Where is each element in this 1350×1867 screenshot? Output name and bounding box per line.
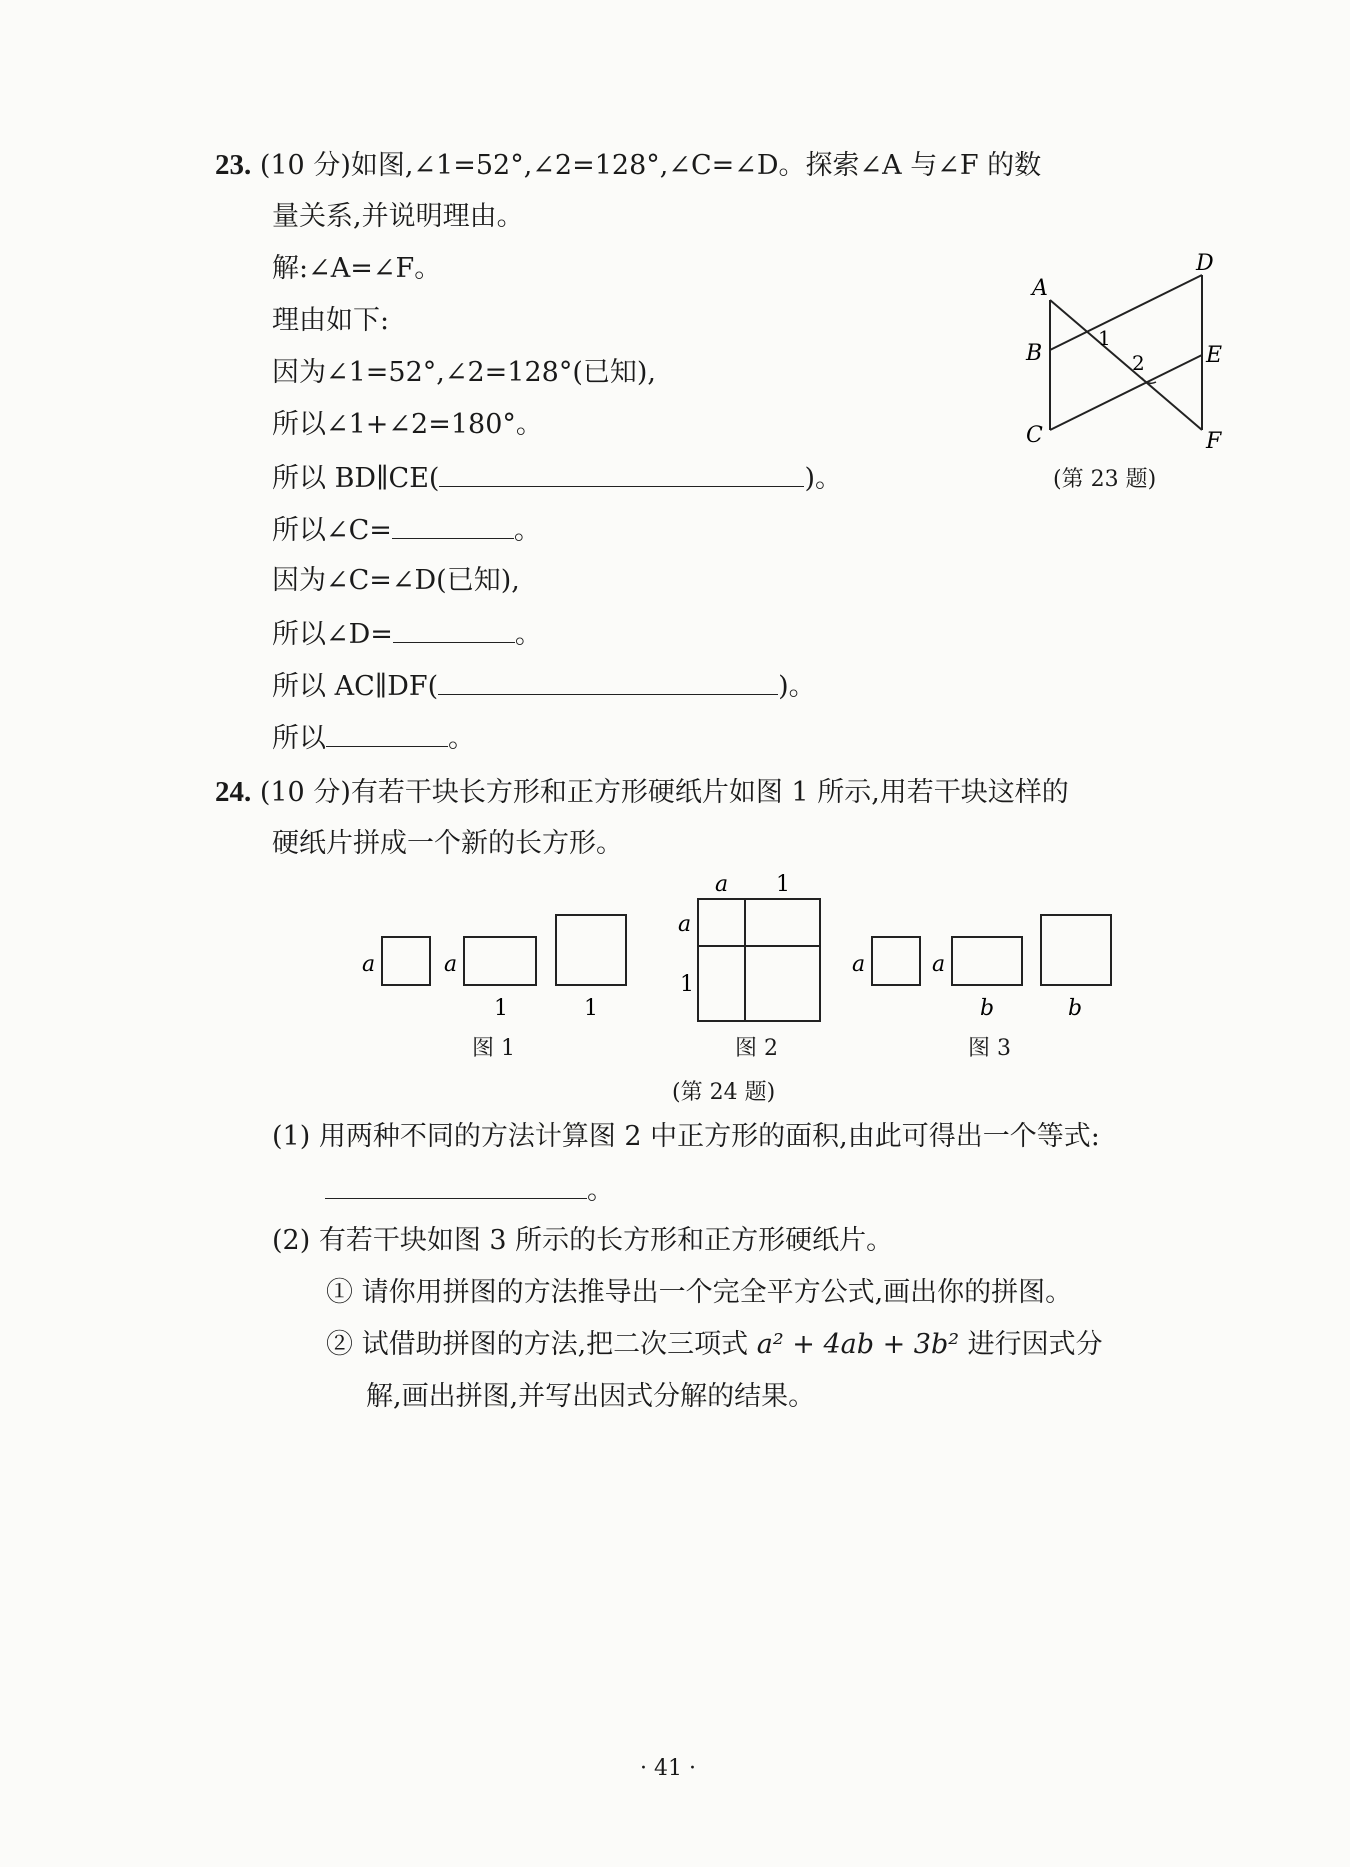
q23-figure-caption: (第 23 题) [1053, 467, 1157, 492]
q24-stem-line2: 硬纸片拼成一个新的长方形。 [272, 828, 623, 859]
fig3-square-b [1041, 915, 1111, 985]
line-af [1050, 300, 1202, 430]
page-number: · 41 · [640, 1756, 696, 1781]
fig2-top-label-1: 1 [776, 872, 790, 897]
fig3-label-b1: b [980, 996, 995, 1021]
fig3-caption: 图 3 [968, 1036, 1011, 1061]
q23-number: 23. [215, 149, 252, 181]
q23-d-suffix: 。 [514, 619, 542, 650]
q24-sub2-expression: a² + 4ab + 3b² [756, 1329, 960, 1360]
point-a: A [1032, 276, 1048, 301]
fig1-label-1a: 1 [494, 996, 508, 1021]
q23-line-known: 因为∠C=∠D(已知), [272, 565, 520, 596]
fig3-square-a [872, 937, 920, 985]
q24-fig1 [360, 915, 640, 1035]
q24-sub2-line1 [326, 1328, 1103, 1362]
q24-number: 24. [215, 776, 252, 808]
fig1-label-1b: 1 [584, 996, 598, 1021]
q24-figure-caption: (第 24 题) [672, 1080, 776, 1105]
fig1-label-a1: a [362, 952, 376, 977]
angle-1: 1 [1098, 326, 1111, 350]
q24-part1: (1) 用两种不同的方法计算图 2 中正方形的面积,由此可得出一个等式: [272, 1121, 1100, 1152]
fig2-caption: 图 2 [735, 1036, 778, 1061]
q24-sub2-prefix: ② 试借助拼图的方法,把二次三项式 [326, 1329, 757, 1360]
line-bd [1050, 275, 1202, 350]
point-d: D [1196, 251, 1214, 276]
fig3-label-b2: b [1068, 996, 1083, 1021]
q23-blank-bd-ce[interactable] [439, 460, 804, 487]
q24-part1-answer-line [325, 1172, 614, 1208]
fig2-side-label-1: 1 [680, 972, 694, 997]
fig2-side-label-a: a [678, 912, 692, 937]
q23-line-answer: 解:∠A=∠F。 [272, 253, 442, 284]
fig1-square-a [382, 937, 430, 985]
q23-final-suffix: 。 [448, 723, 475, 754]
q23-bd-ce-suffix: )。 [804, 463, 842, 494]
q23-figure [1020, 250, 1240, 470]
point-c: C [1026, 423, 1043, 448]
q24-stem-line1 [215, 775, 1069, 810]
q23-line-bd-ce [272, 460, 842, 496]
q23-line-d [272, 616, 542, 652]
q24-fig3 [848, 915, 1128, 1035]
fig3-label-a1: a [852, 952, 866, 977]
q23-line-given: 因为∠1=52°,∠2=128°(已知), [272, 357, 656, 388]
q23-line-c [272, 512, 541, 548]
fig2-top-label-a: a [715, 872, 729, 897]
fig3-label-a2: a [932, 952, 946, 977]
q24-sub1: ① 请你用拼图的方法推导出一个完全平方公式,画出你的拼图。 [326, 1277, 1073, 1308]
point-b: B [1026, 341, 1043, 366]
q23-stem1: (10 分)如图,∠1=52°,∠2=128°,∠C=∠D。探索∠A 与∠F 的数 [259, 150, 1042, 181]
q23-blank-final[interactable] [326, 720, 448, 747]
fig1-square-1 [556, 915, 626, 985]
angle-2: 2 [1132, 351, 1145, 375]
q24-blank-part1[interactable] [325, 1172, 587, 1199]
fig1-label-a2: a [444, 952, 458, 977]
q23-blank-c[interactable] [392, 512, 514, 539]
q23-stem-line1 [215, 148, 1041, 183]
q23-blank-ac-df[interactable] [438, 668, 778, 695]
q23-bd-ce-prefix: 所以 BD∥CE( [272, 463, 440, 494]
q24-sub2-line2: 解,画出拼图,并写出因式分解的结果。 [366, 1381, 816, 1412]
q24-fig2 [670, 872, 850, 1035]
q23-final-prefix: 所以 [272, 723, 326, 754]
q24-part1-suffix: 。 [587, 1175, 614, 1206]
q23-ac-df-prefix: 所以 AC∥DF( [272, 671, 439, 702]
q23-c-prefix: 所以∠C= [272, 515, 392, 546]
q23-line-ac-df [272, 668, 816, 704]
q23-d-prefix: 所以∠D= [272, 619, 393, 650]
q23-ac-df-suffix: )。 [778, 671, 816, 702]
q23-line-reason: 理由如下: [272, 305, 390, 336]
q24-stem1: (10 分)有若干块长方形和正方形硬纸片如图 1 所示,用若干块这样的 [259, 777, 1069, 808]
fig2-outer-square [698, 899, 820, 1021]
q23-stem-line2: 量关系,并说明理由。 [272, 201, 524, 232]
q23-blank-d[interactable] [393, 616, 515, 643]
point-f: F [1206, 429, 1222, 454]
q23-line-final [272, 720, 475, 756]
fig3-rect-ab [952, 937, 1022, 985]
point-e: E [1206, 343, 1223, 368]
q23-c-suffix: 。 [513, 515, 541, 546]
q24-part2: (2) 有若干块如图 3 所示的长方形和正方形硬纸片。 [272, 1225, 894, 1256]
fig1-caption: 图 1 [472, 1036, 515, 1061]
q24-sub2-suffix: 进行因式分 [959, 1329, 1103, 1360]
q23-line-sum: 所以∠1+∠2=180°。 [272, 409, 543, 440]
fig1-rect-a1 [464, 937, 536, 985]
